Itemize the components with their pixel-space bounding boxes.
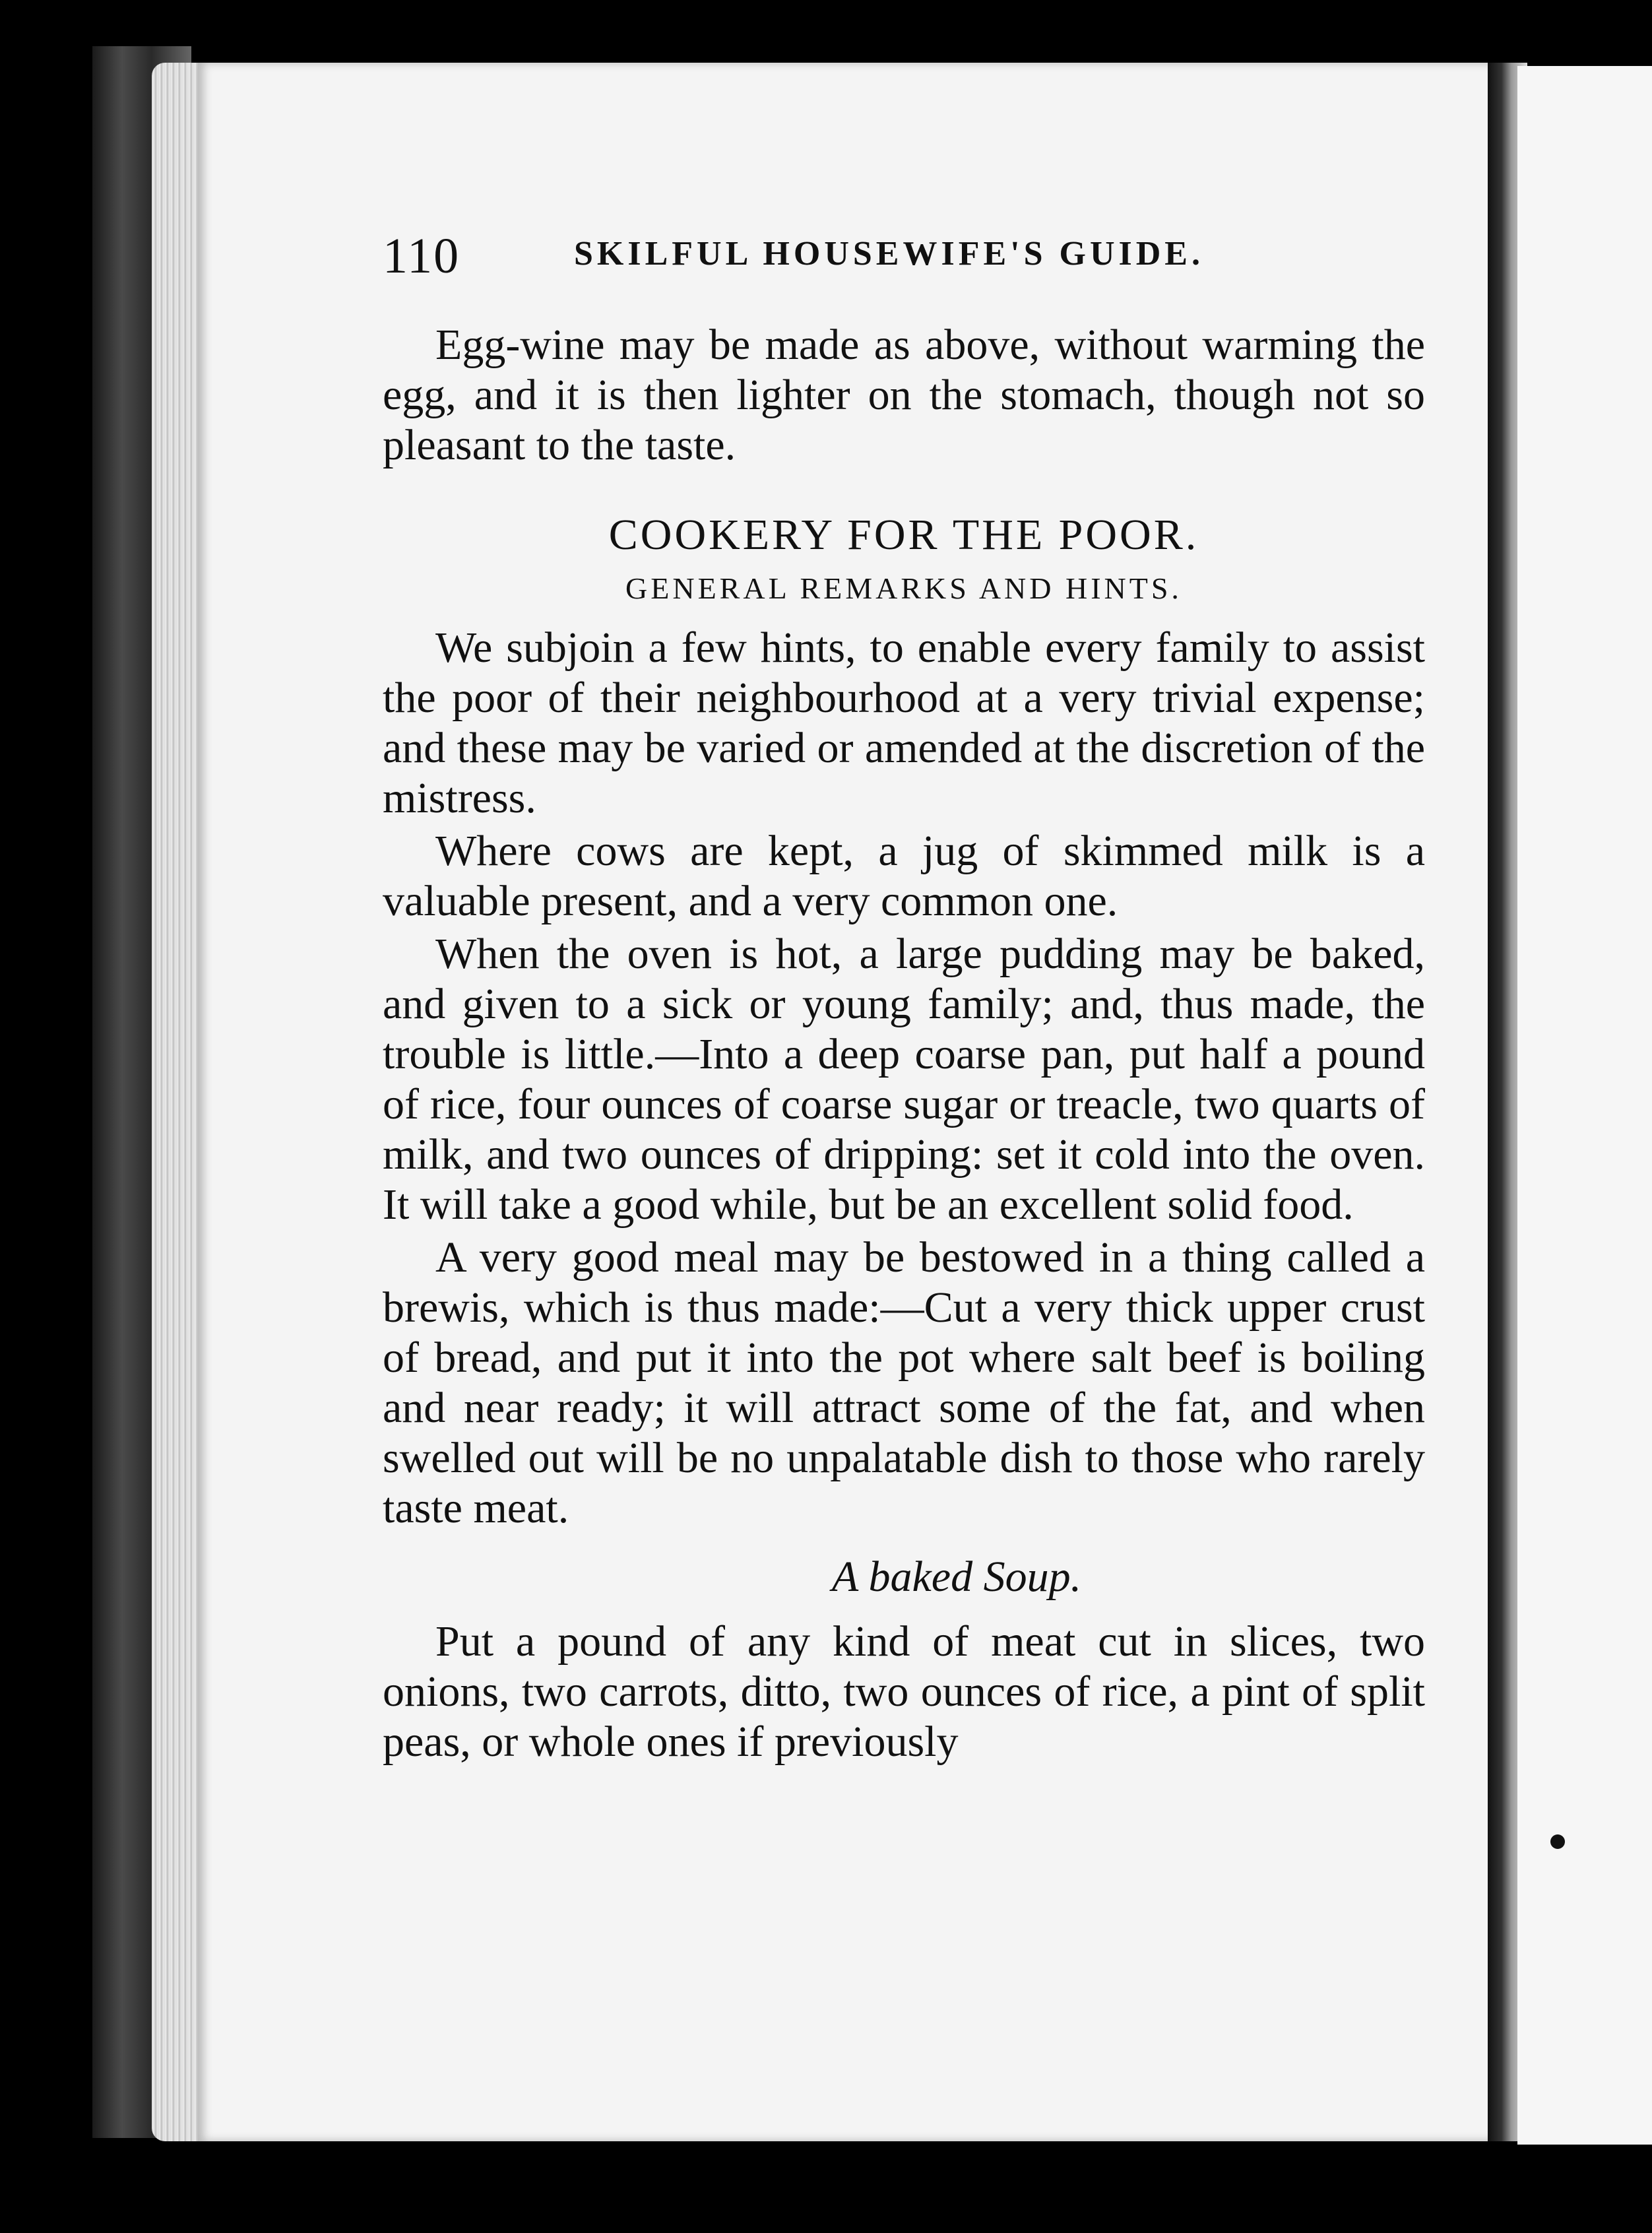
paragraph-pudding: When the oven is hot, a large pudding may be baked, and given to a sick or young family; and, thus made, the trouble is little.—Into a deep coarse pan, put half a pound of rice, four ounces of coarse sugar or treacle, two quarts of milk, and two ounces of dripping: set it cold into the oven. It will take a good while, but be an excellent solid food.	[383, 930, 1425, 1229]
section-title: COOKERY FOR THE POOR.	[608, 511, 1199, 559]
facing-page-edge	[1517, 66, 1652, 2145]
paragraph-hints: We subjoin a few hints, to enable every family to assist the poor of their neighbourhood at a very trivial expense; and these may be varied or amended at the discretion of the mistress.	[383, 624, 1425, 822]
paragraph-brewis: A very good meal may be bestowed in a thing called a brewis, which is thus made:—Cut a very thick upper crust of bread, and put it into the pot where salt beef is boiling and near ready; it will attract some of the fat, and when swelled out will be no unpalatable dish to those who rarely taste meat.	[383, 1233, 1425, 1532]
ink-speck	[1550, 1834, 1565, 1849]
page-number: 110	[383, 228, 461, 284]
running-head	[383, 228, 1425, 287]
recipe-title: A baked Soup.	[831, 1553, 1082, 1601]
paragraph-baked-soup: Put a pound of any kind of meat cut in slices, two onions, two carrots, ditto, two ounces of rice, a pint of split peas, or whole ones if previously	[383, 1617, 1425, 1766]
paragraph-skimmed-milk: Where cows are kept, a jug of skimmed milk is a valuable present, and a very common one.	[383, 827, 1425, 925]
section-subtitle: GENERAL REMARKS AND HINTS.	[625, 571, 1182, 605]
page-text-block	[383, 228, 1425, 1770]
paragraph-egg-wine: Egg-wine may be made as above, without warming the egg, and it is then lighter on the stomach, though not so pleasant to the taste.	[383, 321, 1425, 469]
running-title: SKILFUL HOUSEWIFE'S GUIDE.	[574, 235, 1204, 273]
